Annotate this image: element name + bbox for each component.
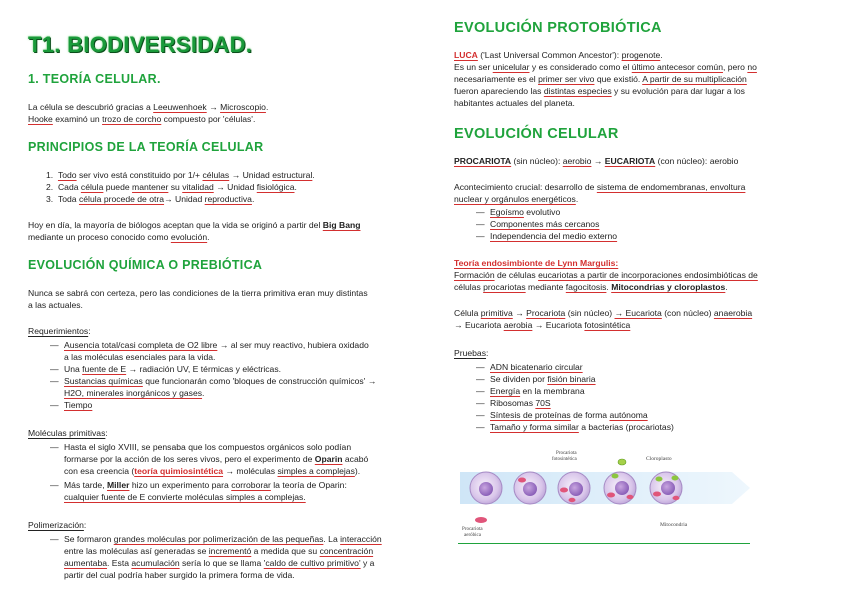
bigbang-line-1: Hoy en día, la mayoría de biólogos aceptan que la vida se originó a partir del Big Bang xyxy=(28,220,361,230)
celular-item-3: — Independencia del medio externo xyxy=(476,231,618,241)
mol-item-2: — Más tarde, Miller hizo un experimento para corroborar la teoría de Oparin: xyxy=(50,480,347,490)
label-procariota-fotosintetica-1: Procariota xyxy=(556,451,577,456)
req-item-4: — Tiempo xyxy=(50,400,93,410)
celular-line-3: nuclear y orgánulos energéticos. xyxy=(454,194,579,204)
heading-quimica: EVOLUCIÓN QUÍMICA O PREBIÓTICA xyxy=(28,258,263,272)
page-title: T1. BIODIVERSIDAD. xyxy=(28,32,253,57)
pol-line-2: entre las moléculas así generadas se incrementó a medida que su concentración xyxy=(64,546,374,556)
endo-title: Teoría endosimbionte de Lynn Margulis: xyxy=(454,258,619,268)
label-procariota-fotosintetica-2: fotosintética xyxy=(552,457,577,462)
prueba-5: — Síntesis de proteínas de forma autónoma xyxy=(476,410,648,420)
principio-3: 3. Toda célula procede de otra→ Unidad reproductiva. xyxy=(46,194,255,204)
cell-5 xyxy=(650,472,682,504)
mol-item-1-cont-a: formarse por la acción de los seres vivos, pero el experimento de Oparin acabó xyxy=(64,454,369,464)
pol-line-3: aumentaba. Esta acumulación sería lo que se llama 'caldo de cultivo primitivo' y a xyxy=(64,558,375,568)
proto-line-3: necesariamente es el primer ser vivo que existió. A partir de su multiplicación xyxy=(454,74,747,84)
endo-line-2: células procariotas mediante fagocitosis. Mitocondrias y cloroplastos. xyxy=(454,282,728,292)
cell-3 xyxy=(558,472,590,504)
celular-item-2: — Componentes más cercanos xyxy=(476,219,600,229)
mol-label: Moléculas primitivas: xyxy=(28,428,108,438)
principio-2: 2. Cada célula puede mantener su vitalidad → Unidad fisiológica. xyxy=(46,182,297,192)
req-item-1-cont: a las moléculas esenciales para la vida. xyxy=(64,352,216,362)
primitiva-line-1: Célula primitiva → Procariota (sin núcleo) → Eucariota (con núcleo) anaerobia xyxy=(454,308,753,318)
pol-line-4: partir del cual podría haber surgido la primera forma de vida. xyxy=(64,570,295,580)
quimica-intro-1: Nunca se sabrá con certeza, pero las condiciones de la tierra primitiva eran muy distintas xyxy=(28,288,368,298)
mitochondria-1 xyxy=(518,478,526,483)
chloroplast-1 xyxy=(612,474,619,479)
prueba-1: — ADN bicatenario circular xyxy=(476,362,583,372)
primitiva-line-2: → Eucariota aerobia → Eucariota fotosintética xyxy=(454,320,631,330)
label-mitocondria: Mitocondria xyxy=(660,522,688,528)
pol-line-1: — Se formaron grandes moléculas por polimerización de las pequeñas. La interacción xyxy=(50,534,382,544)
cell-4 xyxy=(604,459,636,504)
prueba-6: — Tamaño y forma similar a bacterias (procariotas) xyxy=(476,422,674,432)
heading-principios: PRINCIPIOS DE LA TEORÍA CELULAR xyxy=(28,140,264,154)
label-procariota-aerobica-2: aeróbica xyxy=(464,533,481,538)
prueba-3: — Energía en la membrana xyxy=(476,386,585,396)
pol-label: Polimerización: xyxy=(28,520,87,530)
cell-2 xyxy=(514,472,546,504)
heading-celular: EVOLUCIÓN CELULAR xyxy=(454,126,619,142)
endosymbiosis-figure xyxy=(460,446,750,546)
principio-1: 1. Todo ser vivo está constituido por 1/+ células → Unidad estructural. xyxy=(46,170,315,180)
free-mitochondria xyxy=(475,517,487,523)
teoria-line-1: La célula se descubrió gracias a Leeuwenhoek → Microscopio. xyxy=(28,102,269,112)
bigbang-line-2: mediante un proceso conocido como evolución. xyxy=(28,232,210,242)
free-cyanobacteria xyxy=(618,459,626,465)
celular-item-1: — Egoísmo evolutivo xyxy=(476,207,561,217)
pruebas-label: Pruebas: xyxy=(454,348,489,358)
cell-1 xyxy=(470,472,502,504)
req-item-2: — Una fuente de E → radiación UV, E térmicas y eléctricas. xyxy=(50,364,282,374)
endo-line-1: Formación de células eucariotas a partir de incorporaciones endosimbióticas de xyxy=(454,270,758,280)
req-item-3-cont: H2O, minerales inorgánicos y gases. xyxy=(64,388,205,398)
proto-line-1: LUCA ('Last Universal Common Ancestor'): progenote. xyxy=(454,50,663,60)
celular-line-2: Acontecimiento crucial: desarrollo de sistema de endomembranas, envoltura xyxy=(454,182,746,192)
label-cloroplasto: Cloroplasto xyxy=(646,456,672,462)
teoria-line-2: Hooke examinó un trozo de corcho compuesto por 'células'. xyxy=(28,114,256,124)
mol-item-2-cont: cualquier fuente de E convierte moléculas simples a complejas. xyxy=(64,492,306,502)
heading-protobiotica: EVOLUCIÓN PROTOBIÓTICA xyxy=(454,20,662,36)
req-item-3: — Sustancias químicas que funcionarán como 'bloques de construcción químicos' → xyxy=(50,376,377,386)
proto-line-5: habitantes actuales del planeta. xyxy=(454,98,575,108)
figure-divider xyxy=(458,543,750,544)
req-label: Requerimientos: xyxy=(28,326,91,336)
mol-item-1-cont-b: con esa creencia (teoría quimiosintética → moléculas simples a complejas). xyxy=(64,466,361,476)
proto-line-2: Es un ser unicelular y es considerado como el último antecesor común, pero no xyxy=(454,62,757,72)
label-procariota-aerobica-1: Procariota xyxy=(462,527,483,532)
req-item-1: — Ausencia total/casi completa de O2 libre → al ser muy reactivo, hubiera oxidado xyxy=(50,340,369,350)
quimica-intro-2: a las actuales. xyxy=(28,300,83,310)
proto-line-4: fueron apareciendo las distintas especies y su evolución para dar lugar a los xyxy=(454,86,745,96)
heading-teoria-celular: 1. TEORÍA CELULAR. xyxy=(28,72,161,86)
prueba-4: — Ribosomas 70S xyxy=(476,398,551,408)
prueba-2: — Se dividen por fisión binaria xyxy=(476,374,596,384)
mol-item-1: — Hasta el siglo XVIII, se pensaba que los compuestos orgánicos solo podían xyxy=(50,442,352,452)
celular-line-1: PROCARIOTA (sin núcleo): aerobio → EUCARIOTA (con núcleo): aerobio xyxy=(454,156,739,166)
